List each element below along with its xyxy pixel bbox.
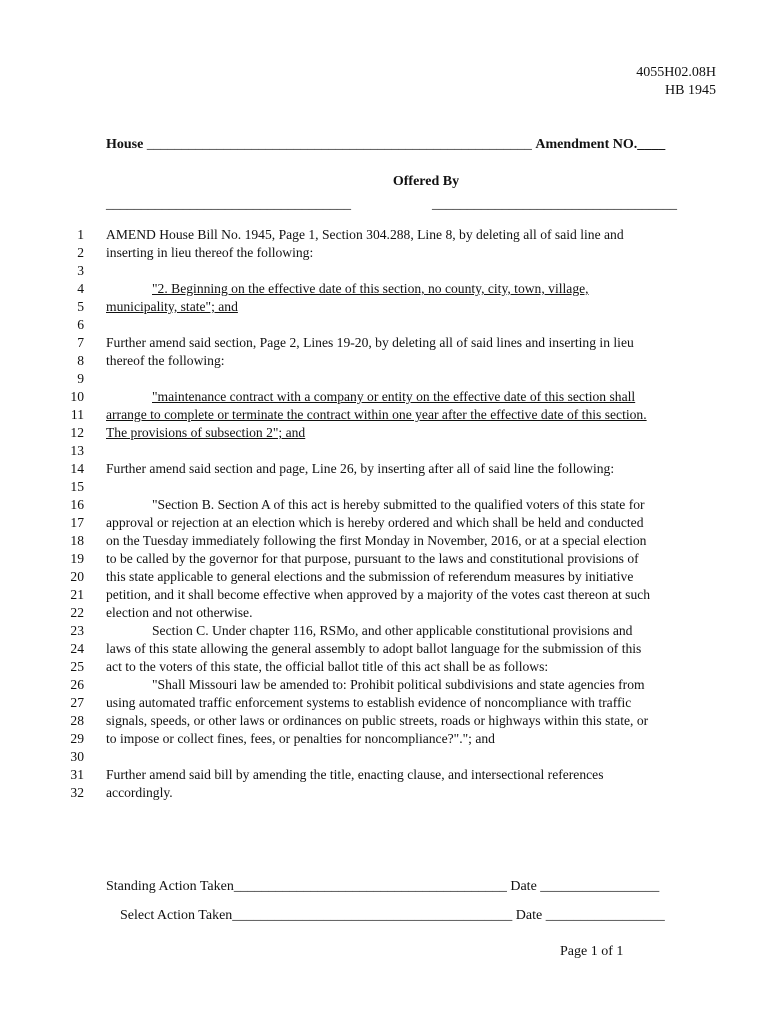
line-text: using automated traffic enforcement systems to establish evidence of noncompliance with traffic (106, 695, 632, 710)
line-text: inserting in lieu thereof the following: (106, 245, 314, 260)
line-number: 5 (77, 299, 84, 314)
document-line (62, 640, 722, 658)
line-text: "Section B. Section A of this act is hereby submitted to the qualified voters of this state for (152, 497, 645, 512)
document-line (62, 334, 722, 352)
line-text: "Shall Missouri law be amended to: Prohibit political subdivisions and state agencies from (152, 677, 645, 692)
line-number: 32 (70, 785, 84, 800)
house-label: House (106, 137, 144, 152)
document-line (62, 424, 722, 442)
document-line (62, 694, 722, 712)
line-text: signals, speeds, or other laws or ordinances on public streets, roads or highways within this state, or (106, 713, 649, 728)
line-number: 22 (70, 605, 84, 620)
line-number: 6 (77, 317, 84, 332)
line-number: 7 (77, 335, 84, 350)
line-number: 19 (70, 551, 84, 566)
standing-action-line: Standing Action Taken_______________________________________ Date _________________ (106, 879, 660, 894)
line-number: 30 (70, 749, 84, 764)
line-text: this state applicable to general elections and the submission of referendum measures by initiative (106, 569, 634, 584)
line-number: 8 (77, 353, 84, 368)
amendment-header (106, 136, 716, 154)
select-action-line: Select Action Taken________________________________________ Date _________________ (120, 908, 665, 923)
signature-line-right: ___________________________________ (432, 197, 677, 212)
bill-reference: HB 1945 (665, 83, 716, 98)
line-text: to impose or collect fines, fees, or penalties for noncompliance?"."; and (106, 731, 495, 746)
document-line (62, 478, 722, 496)
document-line (62, 262, 722, 280)
line-text: Further amend said bill by amending the title, enacting clause, and intersectional references (106, 767, 604, 782)
line-text: to be called by the governor for that purpose, pursuant to the laws and constitutional provisions of (106, 551, 639, 566)
offered-by-label: Offered By (392, 174, 460, 189)
line-number: 14 (70, 461, 84, 476)
document-line (62, 496, 722, 514)
line-text: on the Tuesday immediately following the first Monday in November, 2016, or at a special election (106, 533, 647, 548)
line-number: 3 (77, 263, 84, 278)
document-line (62, 568, 722, 586)
line-number: 13 (70, 443, 84, 458)
document-line (62, 766, 722, 784)
document-line (62, 622, 722, 640)
document-line (62, 676, 722, 694)
line-number: 17 (70, 515, 84, 530)
line-text: Section C. Under chapter 116, RSMo, and other applicable constitutional provisions and (152, 623, 633, 638)
line-number: 9 (77, 371, 84, 386)
line-number: 1 (77, 227, 84, 242)
document-line (62, 748, 722, 766)
document-line (62, 658, 722, 676)
line-number: 12 (70, 425, 84, 440)
document-line (62, 712, 722, 730)
document-line (62, 244, 722, 262)
line-number: 28 (70, 713, 84, 728)
document-line (62, 514, 722, 532)
line-text: arrange to complete or terminate the contract within one year after the effective date of this section. (106, 407, 647, 422)
document-line (62, 316, 722, 334)
line-number: 16 (70, 497, 84, 512)
document-line (62, 388, 722, 406)
document-line (62, 280, 722, 298)
document-line (62, 406, 722, 424)
line-text: election and not otherwise. (106, 605, 253, 620)
document-line (62, 730, 722, 748)
line-number: 2 (77, 245, 84, 260)
line-number: 21 (70, 587, 84, 602)
line-text: "2. Beginning on the effective date of this section, no county, city, town, village, (152, 281, 589, 296)
house-blank: _______________________________________________________ (146, 137, 532, 152)
document-line (62, 586, 722, 604)
line-number: 27 (70, 695, 84, 710)
document-line (62, 460, 722, 478)
line-number: 18 (70, 533, 84, 548)
line-number: 24 (70, 641, 84, 656)
line-text: act to the voters of this state, the official ballot title of this act shall be as follows: (106, 659, 549, 674)
signature-line-left: ___________________________________ (106, 197, 351, 212)
line-number: 29 (70, 731, 84, 746)
line-text: AMEND House Bill No. 1945, Page 1, Section 304.288, Line 8, by deleting all of said line and (106, 227, 624, 242)
line-number: 15 (70, 479, 84, 494)
document-line (62, 442, 722, 460)
line-number: 20 (70, 569, 84, 584)
line-text: Further amend said section, Page 2, Lines 19-20, by deleting all of said lines and inserting in lieu (106, 335, 634, 350)
document-line (62, 532, 722, 550)
document-line (62, 550, 722, 568)
line-text: municipality, state"; and (106, 299, 238, 314)
line-number: 23 (70, 623, 84, 638)
document-reference: 4055H02.08H (636, 65, 716, 80)
line-text: approval or rejection at an election which is hereby ordered and which shall be held and conducted (106, 515, 644, 530)
line-number: 25 (70, 659, 84, 674)
line-number: 4 (77, 281, 84, 296)
page-number: Page 1 of 1 (560, 944, 624, 959)
document-line (62, 604, 722, 622)
line-number: 11 (70, 407, 84, 422)
line-text: "maintenance contract with a company or entity on the effective date of this section shall (152, 389, 636, 404)
line-number: 10 (70, 389, 84, 404)
line-text: Further amend said section and page, Line 26, by inserting after all of said line the following: (106, 461, 615, 476)
line-text: thereof the following: (106, 353, 225, 368)
document-line (62, 226, 722, 244)
line-number: 31 (70, 767, 84, 782)
amendment-number-label: Amendment NO.____ (535, 137, 666, 152)
document-line (62, 298, 722, 316)
document-line (62, 370, 722, 388)
line-text: accordingly. (106, 785, 173, 800)
line-text: The provisions of subsection 2"; and (106, 425, 306, 440)
document-line (62, 784, 722, 802)
document-line (62, 352, 722, 370)
amendment-body (62, 226, 722, 802)
line-text: laws of this state allowing the general assembly to adopt ballot language for the submission of this (106, 641, 642, 656)
line-number: 26 (70, 677, 84, 692)
line-text: petition, and it shall become effective when approved by a majority of the votes cast thereon at such (106, 587, 651, 602)
